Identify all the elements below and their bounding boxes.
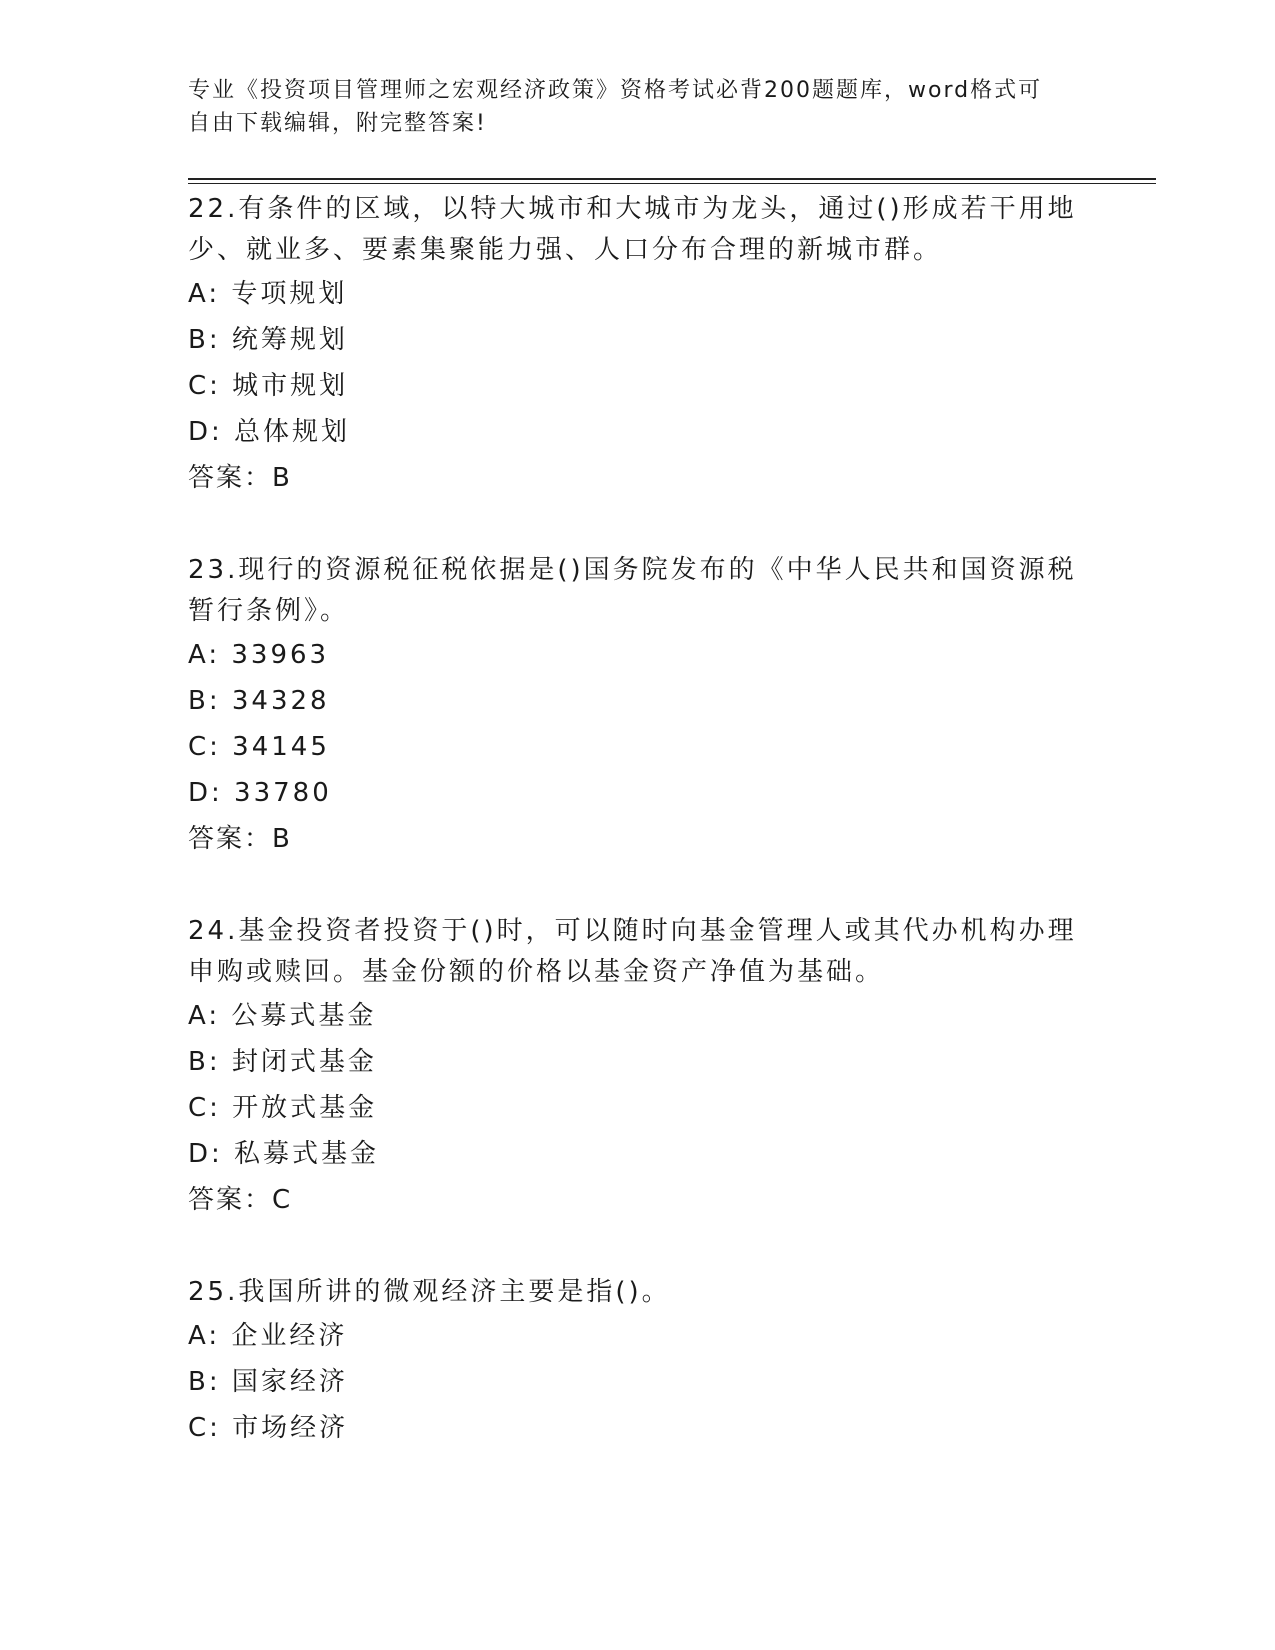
answer: 答案：B — [188, 463, 292, 493]
option-d: D: 总体规划 — [188, 417, 351, 447]
question-25 — [188, 1272, 1088, 1451]
document-header — [188, 74, 1088, 140]
question-text: 24.基金投资者投资于()时，可以随时向基金管理人或其代办机构办理 — [188, 916, 1077, 946]
header-line-2: 自由下载编辑，附完整答案! — [188, 111, 487, 136]
option-a: A: 专项规划 — [188, 279, 348, 309]
answer: 答案：B — [188, 824, 292, 854]
question-23 — [188, 550, 1088, 862]
option-b: B: 国家经济 — [188, 1367, 348, 1397]
header-line-1: 专业《投资项目管理师之宏观经济政策》资格考试必背200题题库，word格式可 — [188, 78, 1043, 103]
answer: 答案：C — [188, 1185, 293, 1215]
option-a: A: 公募式基金 — [188, 1001, 377, 1031]
header-divider-thick — [188, 178, 1156, 180]
question-text: 暂行条例》。 — [188, 596, 350, 626]
question-text: 25.我国所讲的微观经济主要是指()。 — [188, 1277, 671, 1307]
option-b: B: 封闭式基金 — [188, 1047, 377, 1077]
option-d: D: 33780 — [188, 778, 332, 808]
option-a: A: 33963 — [188, 640, 330, 670]
question-text: 少、就业多、要素集聚能力强、人口分布合理的新城市群。 — [188, 235, 943, 265]
option-c: C: 开放式基金 — [188, 1093, 378, 1123]
option-a: A: 企业经济 — [188, 1321, 348, 1351]
header-divider-thin — [188, 183, 1156, 184]
option-b: B: 统筹规划 — [188, 325, 348, 355]
question-22 — [188, 189, 1088, 501]
question-text: 申购或赎回。基金份额的价格以基金资产净值为基础。 — [188, 957, 885, 987]
option-b: B: 34328 — [188, 686, 330, 716]
option-d: D: 私募式基金 — [188, 1139, 380, 1169]
option-c: C: 市场经济 — [188, 1413, 349, 1443]
option-c: C: 34145 — [188, 732, 330, 762]
question-text: 23.现行的资源税征税依据是()国务院发布的《中华人民共和国资源税 — [188, 555, 1077, 585]
question-text: 22.有条件的区域，以特大城市和大城市为龙头，通过()形成若干用地 — [188, 194, 1077, 224]
question-24 — [188, 911, 1088, 1223]
option-c: C: 城市规划 — [188, 371, 349, 401]
